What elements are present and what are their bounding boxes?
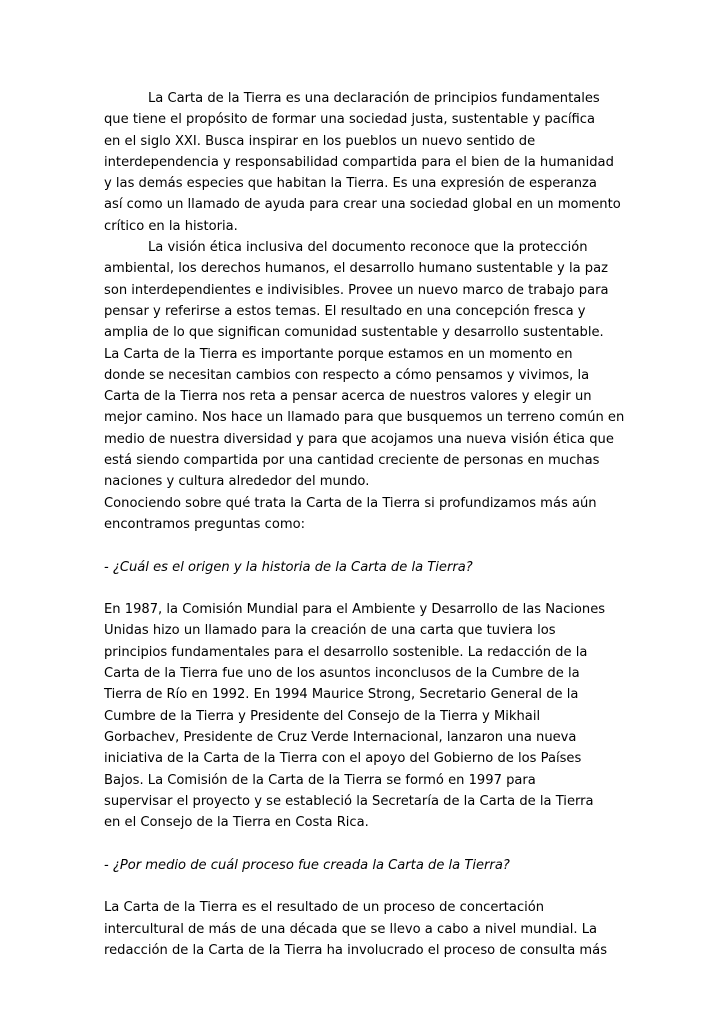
text-line: redacción de la Carta de la Tierra ha involucrado el proceso de consulta más (104, 942, 608, 958)
text-line: La Carta de la Tierra es importante porque estamos en un momento en (104, 346, 573, 362)
text-line: La visión ética inclusiva del documento reconoce que la protección (148, 240, 588, 256)
blank-line (104, 833, 634, 854)
question-heading: - ¿Por medio de cuál proceso fue creada la Carta de la Tierra? (104, 857, 510, 873)
text-line: Bajos. La Comisión de la Carta de la Tierra se formó en 1997 para (104, 772, 536, 788)
text-line: así como un llamado de ayuda para crear una sociedad global en un momento (104, 197, 621, 213)
blank-line (104, 876, 634, 897)
text-line: medio de nuestra diversidad y para que acojamos una nueva visión ética que (104, 431, 614, 447)
text-line: Unidas hizo un llamado para la creación de una carta que tuviera los (104, 623, 556, 639)
text-line: en el Consejo de la Tierra en Costa Rica. (104, 815, 369, 831)
text-line: intercultural de más de una década que se llevo a cabo a nivel mundial. La (104, 921, 598, 937)
text-line: Cumbre de la Tierra y Presidente del Consejo de la Tierra y Mikhail (104, 708, 541, 724)
paragraph-intro (104, 88, 634, 237)
text-line: y las demás especies que habitan la Tierra. Es una expresión de esperanza (104, 176, 597, 192)
text-line: amplia de lo que significan comunidad sustentable y desarrollo sustentable. (104, 325, 604, 341)
text-line: ambiental, los derechos humanos, el desarrollo humano sustentable y la paz (104, 261, 609, 277)
text-line: supervisar el proyecto y se estableció la Secretaría de la Carta de la Tierra (104, 793, 594, 809)
question-heading: - ¿Cuál es el origen y la historia de la Carta de la Tierra? (104, 559, 473, 575)
text-line: Conociendo sobre qué trata la Carta de la Tierra si profundizamos más aún (104, 495, 597, 511)
document-body (104, 88, 634, 961)
text-line: mejor camino. Nos hace un llamado para que busquemos un terreno común en (104, 410, 625, 426)
text-line: Carta de la Tierra nos reta a pensar acerca de nuestros valores y elegir un (104, 389, 592, 405)
text-line: principios fundamentales para el desarrollo sostenible. La redacción de la (104, 644, 588, 660)
paragraph-importance (104, 344, 634, 493)
text-line: La Carta de la Tierra es una declaración de principios fundamentales (148, 91, 600, 106)
text-line: crítico en la historia. (104, 218, 238, 234)
text-line: está siendo compartida por una cantidad creciente de personas en muchas (104, 453, 600, 469)
text-line: naciones y cultura alrededor del mundo. (104, 474, 370, 490)
text-line: pensar y referirse a estos temas. El resultado en una concepción fresca y (104, 303, 586, 319)
text-line: En 1987, la Comisión Mundial para el Ambiente y Desarrollo de las Naciones (104, 602, 606, 618)
paragraph-ethical-vision (104, 237, 634, 343)
text-line: interdependencia y responsabilidad compartida para el bien de la humanidad (104, 154, 614, 170)
text-line: La Carta de la Tierra es el resultado de un proceso de concertación (104, 900, 545, 916)
text-line: Gorbachev, Presidente de Cruz Verde Internacional, lanzaron una nueva (104, 729, 577, 745)
blank-line (104, 578, 634, 599)
text-line: encontramos preguntas como: (104, 516, 306, 532)
text-line: son interdependientes e indivisibles. Provee un nuevo marco de trabajo para (104, 282, 609, 298)
text-line: que tiene el propósito de formar una sociedad justa, sustentable y pacífica (104, 112, 596, 128)
text-line: donde se necesitan cambios con respecto a cómo pensamos y vivimos, la (104, 367, 590, 383)
paragraph-origin-history (104, 599, 634, 833)
text-line: iniciativa de la Carta de la Tierra con el apoyo del Gobierno de los Países (104, 751, 582, 767)
text-line: Carta de la Tierra fue uno de los asuntos inconclusos de la Cumbre de la (104, 666, 580, 682)
blank-line (104, 535, 634, 556)
text-line: en el siglo XXI. Busca inspirar en los pueblos un nuevo sentido de (104, 133, 536, 149)
paragraph-questions-intro (104, 493, 634, 536)
paragraph-creation-process (104, 897, 634, 961)
text-line: Tierra de Río en 1992. En 1994 Maurice Strong, Secretario General de la (104, 687, 579, 703)
